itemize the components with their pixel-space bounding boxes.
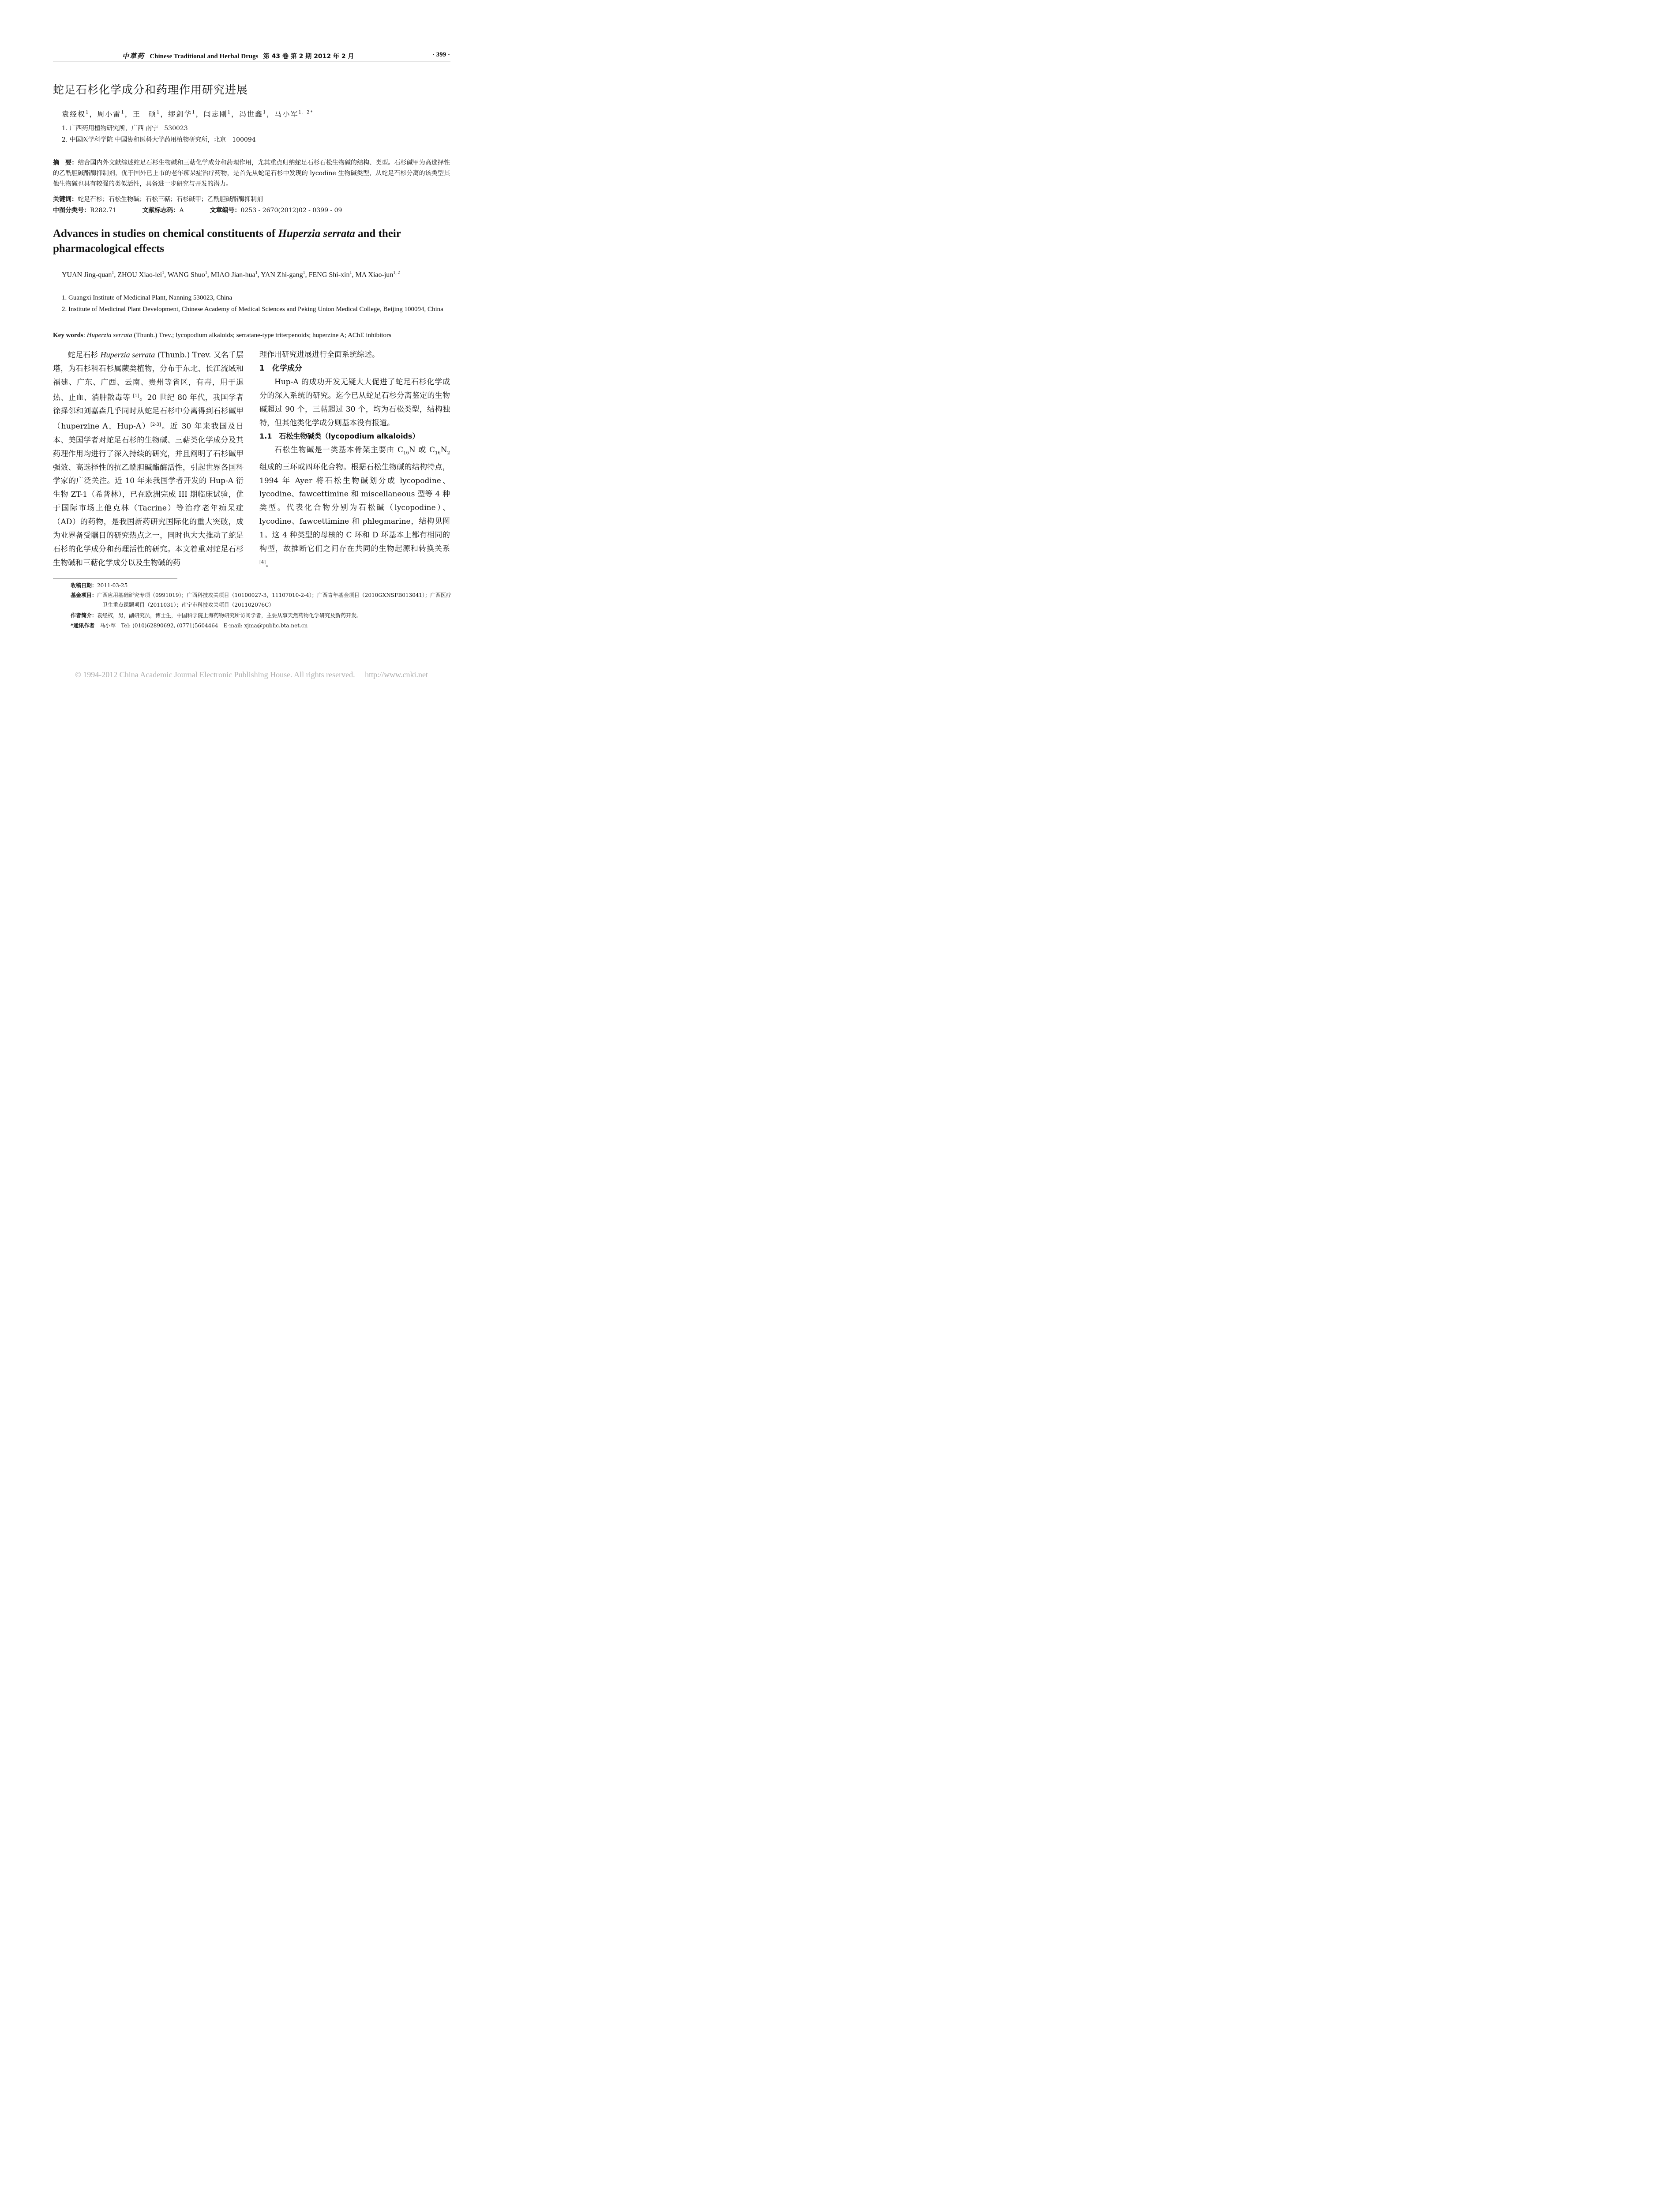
keywords-en-label: Key words — [53, 332, 83, 339]
title-cn: 蛇足石杉化学成分和药理作用研究进展 — [53, 83, 248, 96]
author-en-sup: 1 — [162, 270, 165, 275]
author-cn: 王 硕 — [132, 110, 157, 118]
doc-code-value: A — [179, 207, 184, 214]
authors-cn-rest: 周小雷$^1$，王 硕$^1$，缪剑华$^1$，闫志刚$^1$，冯世鑫$^1$，马小军$^{1, 2*}$ — [97, 110, 314, 118]
p2-e: 。 — [266, 559, 274, 569]
affiliation-en-1: 1. Guangxi Institute of Medicinal Plant, Nanning 530023, China — [62, 294, 232, 301]
p2-b: N 或 C — [409, 446, 435, 455]
author-en-sup: 1, 2 — [393, 270, 400, 275]
running-header — [53, 50, 450, 61]
footnote-author — [71, 611, 454, 620]
author-sup: 1 — [121, 110, 125, 115]
authors-en: YUAN Jing-quan$^1$, ZHOU Xiao-lei$^1$, WANG Shuo$^1$, MIAO Jian-hua$^1$, YAN Zhi-gang$^1$, FENG Shi-xin$^1$, MA Xiao-jun$^{1, 2}$ — [62, 270, 400, 279]
p2-sub1: 16 — [403, 450, 409, 456]
author-en-sup: 1 — [112, 270, 114, 275]
title-en-part2: and their pharmacological effects — [53, 228, 401, 255]
copyright-watermark: © 1994-2012 China Academic Journal Electronic Publishing House. All rights reserved. http://www.cnki.net — [75, 670, 428, 679]
abstract-text: 结合国内外文献综述蛇足石杉生物碱和三萜化学成分和药理作用，尤其重点归纳蛇足石杉石松生物碱的结构、类型。石杉碱甲为高选择性的乙酰胆碱酯酶抑制剂，优于国外已上市的老年痴呆症治疗药物，是首先从蛇足石杉中发现的 lycodine 生物碱类型，从蛇足石杉分离的该类型其他生物碱也具有较强的类似活性，具备进一步研究与开发的潜力。 — [53, 159, 450, 188]
author-cn: 冯世鑫 — [239, 110, 263, 118]
article-no-value: 0253 - 2670(2012)02 - 0399 - 09 — [240, 207, 342, 214]
title-en-species: Huperzia serrata — [278, 228, 355, 240]
author-bio-label: 作者简介： — [71, 612, 98, 619]
p2-c: N — [440, 446, 447, 455]
author-cn: 缪剑华 — [168, 110, 192, 118]
author-sup: 1, 2* — [298, 110, 314, 115]
affiliation-en-2-text: 2. Institute of Medicinal Plant Development, Chinese Academy of Medical Sciences and Peking Union Medical College, Beijing 100094, China — [62, 306, 443, 313]
footnote-received — [71, 581, 454, 590]
author-en-sup: 1 — [255, 270, 258, 275]
author-en: WANG Shuo — [167, 271, 205, 279]
author-en: YAN Zhi-gang — [261, 271, 303, 279]
author-en-sup: 1 — [303, 270, 305, 275]
keywords-text: 蛇足石杉；石松生物碱；石松三萜；石杉碱甲；乙酰胆碱酯酶抑制剂 — [78, 196, 263, 203]
author-sup: 1 — [192, 110, 196, 115]
affiliation-cn-2: 2. 中国医学科学院 中国协和医科大学药用植物研究所，北京 100094 — [62, 136, 256, 143]
author-en-sup: 1 — [349, 270, 352, 275]
author-en: MA Xiao-jun — [355, 271, 394, 279]
intro-species: Huperzia serrata — [100, 350, 155, 359]
fund-label: 基金项目： — [71, 592, 98, 598]
author-en: YUAN Jing-quan — [62, 271, 112, 279]
intro-text-c: 。20 世纪 80 年代，我国学者徐择邻和刘嘉森几乎同时从蛇足石杉中分离得到石杉碱甲（huperzine A，Hup-A） — [53, 393, 244, 431]
issue-info: 第 43 卷 第 2 期 2012 年 2 月 — [263, 53, 354, 60]
author-cn: 周小雷 — [97, 110, 121, 118]
authors-cn: 袁经权$^1$，周小雷$^1$，王 硕$^1$，缪剑华$^1$，闫志刚$^1$，冯世鑫$^1$，马小军$^{1, 2*}$ — [62, 110, 314, 118]
section-1-1-paragraph — [259, 443, 450, 571]
page-number: · 399 · — [432, 51, 450, 58]
author-sup: 1 — [227, 110, 232, 115]
clc-label: 中图分类号： — [53, 207, 90, 214]
keywords-en-species: Huperzia serrata — [86, 332, 132, 339]
footnote-fund — [71, 590, 455, 610]
author-cn: 袁经权 — [62, 110, 86, 118]
title-en-part1: Advances in studies on chemical constituents of — [53, 228, 278, 240]
keywords-en: Key words: Huperzia serrata (Thunb.) Trev.; lycopodium alkaloids; serratane-type triterpenoids; huperzine A; AChE inhibitors — [53, 332, 391, 339]
author-sup: 1 — [86, 110, 90, 115]
author-en: FENG Shi-xin — [308, 271, 350, 279]
received-label: 收稿日期： — [71, 582, 98, 589]
received-date: 2011-03-25 — [97, 582, 128, 589]
keywords-cn — [53, 195, 263, 203]
intro-text-d: 。近 30 年来我国及日本、美国学者对蛇足石杉的生物碱、三萜类化学成分及其药理作用均进行了深入持续的研究，并且阐明了石杉碱甲强效、高选择性的抗乙酰胆碱酯酶活性，引起世界各国科学家的广泛关注。近 10 年来我国学者开发的 Hup-A 衍生物 ZT-1（希普林），已在欧洲完成 III 期临床试验，优于国际市场上他克林（Tacrine）等治疗老年痴呆症（AD）的药物，是我国新药研究国际化的重大突破，成为业界备受瞩目的研究热点之一，同时也大大推动了蛇足石杉的化学成分和药理活性的研究。本文着重对蛇足石杉生物碱和三萜化学成分以及生物碱的药 — [53, 422, 244, 567]
article-no-label: 文章编号： — [210, 207, 241, 214]
ref-2-3: [2-3] — [150, 422, 161, 428]
body-right-column — [259, 348, 450, 571]
author-cn: 马小军 — [274, 110, 299, 118]
keywords-label: 关键词： — [53, 196, 78, 203]
journal-line — [122, 51, 354, 60]
classification-line — [53, 206, 450, 214]
abstract-label: 摘 要： — [53, 159, 78, 166]
section-heading-1-1: 1.1 石松生物碱类（lycopodium alkaloids） — [259, 432, 420, 441]
author-sup: 1 — [156, 110, 161, 115]
section-1-paragraph: Hup-A 的成功开发无疑大大促进了蛇足石杉化学成分的深入系统的研究。迄今已从蛇足石杉分离鉴定的生物碱超过 90 个，三萜超过 30 个，均为石松类型，结构独特，但其他类化学成分则基本没有报道。 — [259, 377, 450, 428]
p2-d: 组成的三环或四环化合物。根据石松生物碱的结构特点，1994 年 Ayer 将石松生物碱划分成 lycopodine、lycodine、fawcettimine 和 miscellaneous 型等 4 种类型。代表化合物分别为石松碱（lycopodine）、lycodine、fawcettimine 和 phlegmarine，结构见图 1。这 4 种类型的母核的 C 环和 D 环基本上都有相同的构型，故推断它们之间存在共同的生物起源和转换关系 — [259, 462, 450, 554]
footnote-corresponding — [71, 621, 454, 630]
p2-a: 石松生物碱是一类基本骨架主要由 C — [274, 446, 404, 455]
corresponding-info: 马小军 Tel: (010)62890692, (0771)5604464 E-mail: xjma@public.bta.net.cn — [100, 623, 308, 629]
corresponding-label: *通讯作者 — [71, 623, 95, 629]
author-en: MIAO Jian-hua — [210, 271, 255, 279]
ref-1: [1] — [133, 393, 139, 398]
author-bio: 袁经权，男，副研究员，博士生，中国科学院上海药物研究所访问学者，主要从事天然药物化学研究及新药开发。 — [97, 612, 362, 619]
p2-sub2: 16 — [435, 450, 441, 456]
author-cn: 闫志刚 — [203, 110, 228, 118]
journal-name-en: Chinese Traditional and Herbal Drugs — [150, 53, 259, 60]
continued-paragraph: 理作用研究进展进行全面系统综述。 — [259, 350, 379, 359]
intro-text-a: 蛇足石杉 — [68, 351, 101, 360]
affiliation-cn-1: 1. 广西药用植物研究所，广西 南宁 530023 — [62, 125, 188, 132]
doc-code-label: 文献标志码： — [142, 207, 180, 214]
section-heading-1: 1 化学成分 — [259, 364, 302, 373]
fund-text: 广西应用基础研究专项（0991019）；广西科技攻关项目（10100027-3，11107010-2-4）；广西青年基金项目（2010GXNSFB013041）；广西医疗卫生重点课题项目（2011031）；南宁市科技攻关项目（201102076C） — [97, 592, 452, 608]
journal-name-cn: 中草药 — [122, 52, 145, 60]
body-left-column — [53, 348, 244, 570]
affiliation-en-2 — [62, 304, 450, 315]
author-sup: 1 — [263, 110, 267, 115]
keywords-en-text: (Thunb.) Trev.; lycopodium alkaloids; serratane-type triterpenoids; huperzine A; AChE inhibitors — [132, 332, 391, 339]
author-en-sup: 1 — [205, 270, 207, 275]
abstract — [53, 158, 450, 189]
clc-value: R282.71 — [90, 207, 116, 214]
title-en — [53, 226, 450, 256]
intro-paragraph — [53, 348, 244, 570]
intro-text-b: (Thunb.) Trev. 又名千层塔，为石杉科石杉属蕨类植物，分布于东北、长江流域和福建、广东、广西、云南、贵州等省区，有毒，用于退热、止血、消肿散毒等 — [53, 351, 244, 402]
p2-sub3: 2 — [447, 450, 450, 456]
author-en: ZHOU Xiao-lei — [117, 271, 162, 279]
ref-4: [4] — [259, 559, 266, 565]
